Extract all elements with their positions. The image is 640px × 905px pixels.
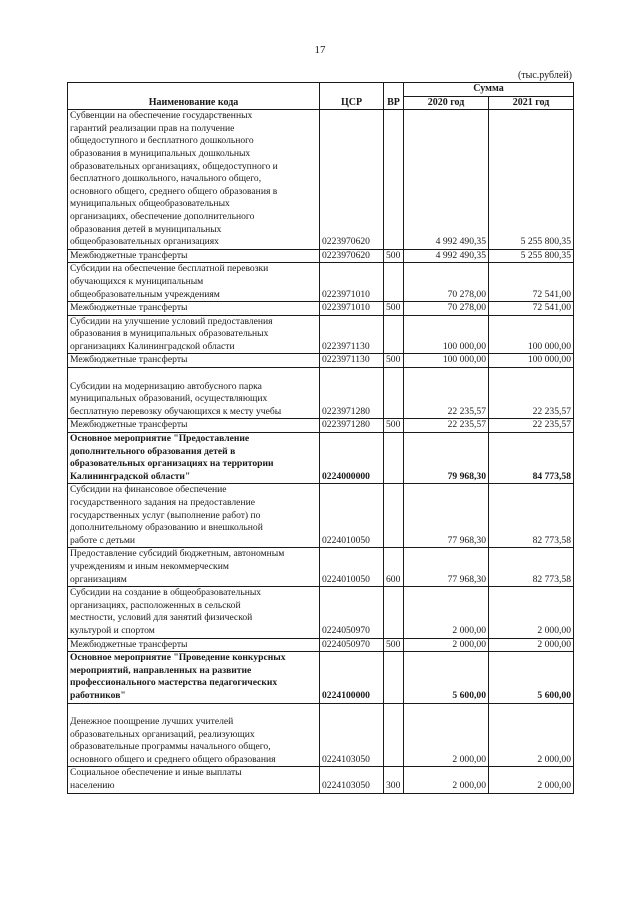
row-sum-2020: 70 278,00 xyxy=(404,302,489,316)
table-row xyxy=(68,263,574,302)
row-vr xyxy=(384,652,404,703)
table-row xyxy=(68,368,574,419)
row-vr: 500 xyxy=(384,249,404,263)
row-sum-2021: 22 235,57 xyxy=(489,368,574,419)
row-vr xyxy=(384,315,404,354)
row-vr: 300 xyxy=(384,767,404,793)
row-sum-2021: 100 000,00 xyxy=(489,315,574,354)
row-sum-2020: 22 235,57 xyxy=(404,419,489,433)
row-sum-2021: 22 235,57 xyxy=(489,419,574,433)
row-sum-2020: 22 235,57 xyxy=(404,368,489,419)
table-body xyxy=(68,110,574,793)
row-csr: 0224010050 xyxy=(320,484,384,548)
row-sum-2021: 82 773,58 xyxy=(489,484,574,548)
row-name: Основное мероприятие "Предоставление дополнительного образования детей в образовательных организациях на территории Калининградской области" xyxy=(68,433,320,484)
row-sum-2021: 5 600,00 xyxy=(489,652,574,703)
row-csr: 0223970620 xyxy=(320,110,384,250)
row-sum-2020: 79 968,30 xyxy=(404,433,489,484)
row-name: Субвенции на обеспечение государственных гарантий реализации прав на получение общедоступного и бесплатного дошкольного образования в муниципальных дошкольных образовательных организациях, общедоступного и бесплатного дошкольного, начального общего, основного общего, среднего общего образования в муниципальных общеобразовательных организациях, обеспечение дополнительного образования детей в муниципальных общеобразовательных организациях xyxy=(68,110,320,250)
row-sum-2021: 72 541,00 xyxy=(489,302,574,316)
table-row xyxy=(68,315,574,354)
table-row xyxy=(68,767,574,793)
row-sum-2020: 2 000,00 xyxy=(404,587,489,638)
header-year-2020: 2020 год xyxy=(404,96,489,110)
row-vr xyxy=(384,703,404,767)
row-name: Межбюджетные трансферты xyxy=(68,249,320,263)
row-sum-2020: 100 000,00 xyxy=(404,315,489,354)
row-name: Социальное обеспечение и иные выплаты населению xyxy=(68,767,320,793)
row-vr: 500 xyxy=(384,354,404,368)
table-row xyxy=(68,419,574,433)
row-vr xyxy=(384,433,404,484)
row-sum-2021: 2 000,00 xyxy=(489,587,574,638)
budget-table xyxy=(67,82,574,794)
row-csr: 0224050970 xyxy=(320,638,384,652)
row-csr: 0224103050 xyxy=(320,767,384,793)
units-label: (тыс.рублей) xyxy=(517,70,572,81)
table-row xyxy=(68,302,574,316)
row-vr xyxy=(384,263,404,302)
table-row xyxy=(68,484,574,548)
row-vr xyxy=(384,484,404,548)
table-row xyxy=(68,652,574,703)
row-sum-2020: 5 600,00 xyxy=(404,652,489,703)
row-name: Субсидии на создание в общеобразовательных организациях, расположенных в сельской местности, условий для занятий физической культурой и спортом xyxy=(68,587,320,638)
row-csr: 0224103050 xyxy=(320,703,384,767)
row-csr: 0223970620 xyxy=(320,249,384,263)
row-csr: 0224000000 xyxy=(320,433,384,484)
table-row xyxy=(68,638,574,652)
row-name: Субсидии на обеспечение бесплатной перевозки обучающихся к муниципальным общеобразовательным учреждениям xyxy=(68,263,320,302)
row-name: Межбюджетные трансферты xyxy=(68,419,320,433)
header-year-2021: 2021 год xyxy=(489,96,574,110)
header-vr: ВР xyxy=(384,83,404,110)
header-csr: ЦСР xyxy=(320,83,384,110)
row-csr: 0223971280 xyxy=(320,368,384,419)
header-name: Наименование кода xyxy=(68,83,320,110)
row-sum-2021: 2 000,00 xyxy=(489,703,574,767)
row-name: Субсидии на улучшение условий предоставления образования в муниципальных образовательных организациях Калининградской области xyxy=(68,315,320,354)
row-sum-2021: 72 541,00 xyxy=(489,263,574,302)
row-name: Предоставление субсидий бюджетным, автономным учреждениям и иным некоммерческим организациям xyxy=(68,548,320,587)
row-name: Денежное поощрение лучших учителей образовательных организаций, реализующих образовательные программы начального общего, основного общего и среднего общего образования xyxy=(68,703,320,767)
row-name: Субсидии на финансовое обеспечение государственного задания на предоставление государственных услуг (выполнение работ) по дополнительному образованию и внешкольной работе с детьми xyxy=(68,484,320,548)
row-csr: 0224100000 xyxy=(320,652,384,703)
row-vr xyxy=(384,368,404,419)
row-csr: 0223971130 xyxy=(320,354,384,368)
row-vr xyxy=(384,587,404,638)
row-sum-2020: 4 992 490,35 xyxy=(404,110,489,250)
row-sum-2020: 70 278,00 xyxy=(404,263,489,302)
row-sum-2020: 2 000,00 xyxy=(404,703,489,767)
row-sum-2021: 82 773,58 xyxy=(489,548,574,587)
row-sum-2021: 84 773,58 xyxy=(489,433,574,484)
row-sum-2021: 100 000,00 xyxy=(489,354,574,368)
row-sum-2020: 77 968,30 xyxy=(404,548,489,587)
row-vr: 500 xyxy=(384,419,404,433)
page-number: 17 xyxy=(314,44,326,56)
table-row xyxy=(68,110,574,250)
row-csr: 0223971280 xyxy=(320,419,384,433)
table-row xyxy=(68,587,574,638)
row-csr: 0224010050 xyxy=(320,548,384,587)
row-sum-2020: 2 000,00 xyxy=(404,767,489,793)
row-name: Межбюджетные трансферты xyxy=(68,302,320,316)
row-csr: 0223971130 xyxy=(320,315,384,354)
row-vr: 500 xyxy=(384,638,404,652)
row-name: Субсидии на модернизацию автобусного парка муниципальных образований, осуществляющих бесплатную перевозку обучающихся к месту учебы xyxy=(68,368,320,419)
row-name: Межбюджетные трансферты xyxy=(68,638,320,652)
table-header xyxy=(68,83,574,110)
row-name: Основное мероприятие "Проведение конкурсных мероприятий, направленных на развитие профессионального мастерства педагогических работников" xyxy=(68,652,320,703)
table-row xyxy=(68,703,574,767)
row-sum-2021: 2 000,00 xyxy=(489,638,574,652)
row-vr: 500 xyxy=(384,302,404,316)
row-sum-2020: 77 968,30 xyxy=(404,484,489,548)
row-csr: 0223971010 xyxy=(320,263,384,302)
row-sum-2021: 2 000,00 xyxy=(489,767,574,793)
row-vr xyxy=(384,110,404,250)
row-sum-2020: 4 992 490,35 xyxy=(404,249,489,263)
table-row xyxy=(68,433,574,484)
row-sum-2020: 2 000,00 xyxy=(404,638,489,652)
table-row xyxy=(68,354,574,368)
row-sum-2021: 5 255 800,35 xyxy=(489,249,574,263)
row-name: Межбюджетные трансферты xyxy=(68,354,320,368)
row-csr: 0223971010 xyxy=(320,302,384,316)
header-sum: Сумма xyxy=(404,83,574,97)
row-sum-2020: 100 000,00 xyxy=(404,354,489,368)
table-row xyxy=(68,249,574,263)
table-row xyxy=(68,548,574,587)
row-sum-2021: 5 255 800,35 xyxy=(489,110,574,250)
row-csr: 0224050970 xyxy=(320,587,384,638)
row-vr: 600 xyxy=(384,548,404,587)
